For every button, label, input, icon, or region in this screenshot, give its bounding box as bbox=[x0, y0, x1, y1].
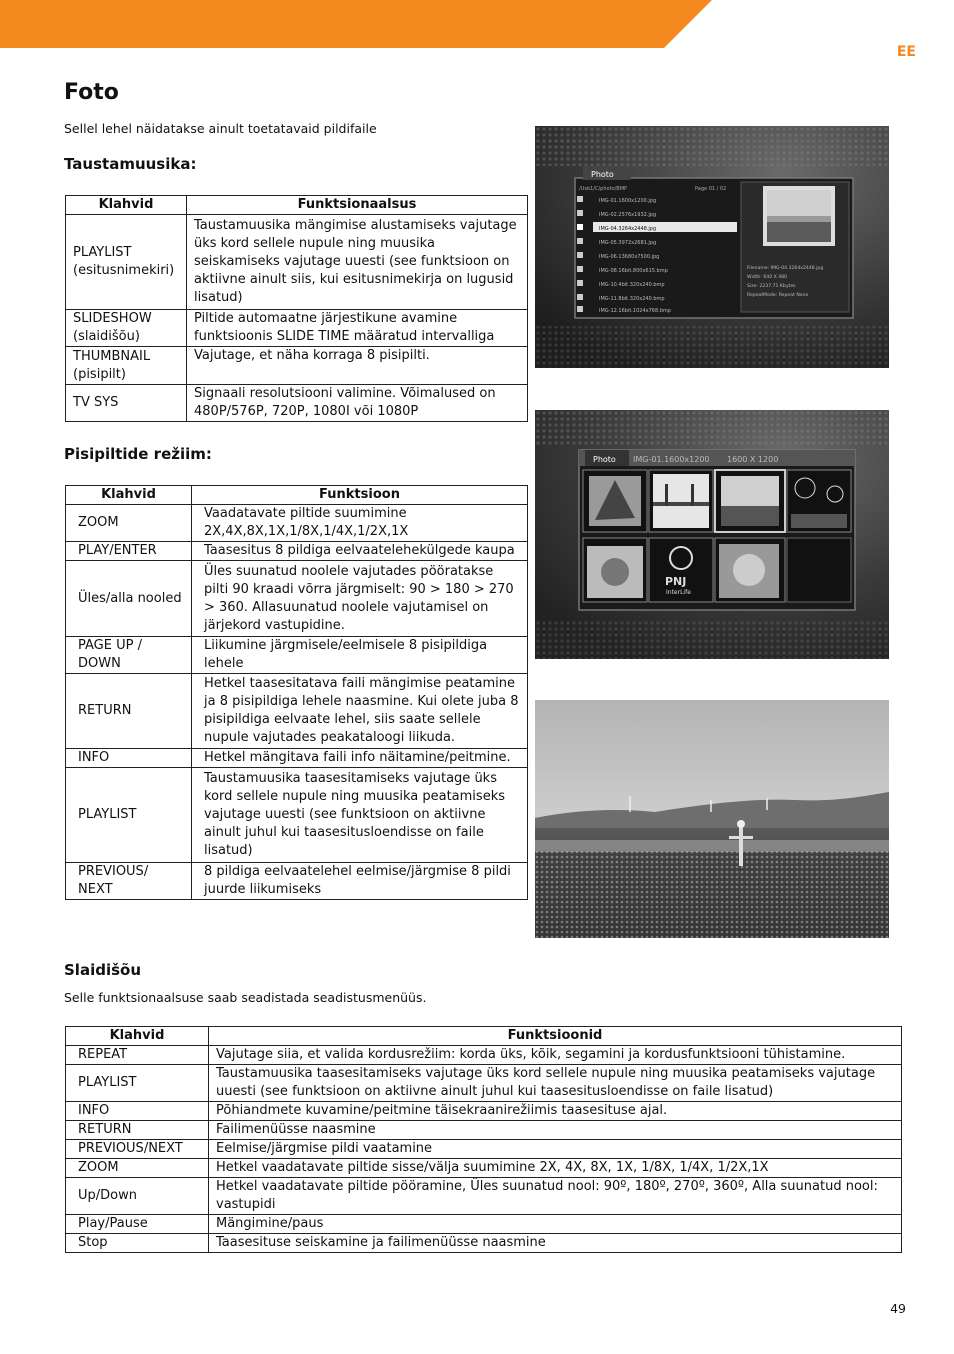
table-row bbox=[66, 1215, 902, 1234]
thumbnail[interactable] bbox=[583, 470, 647, 532]
description-cell: Vaadatavate piltide suumimine 2X,4X,8X,1X,1/8X,1/4X,1/2X,1X bbox=[192, 505, 528, 542]
key-cell: PLAYLIST bbox=[66, 1065, 209, 1102]
svg-text:IMG-06.13680x7500.jpg: IMG-06.13680x7500.jpg bbox=[599, 254, 660, 260]
table-row bbox=[66, 637, 528, 674]
description-cell: Taasesitus 8 pildiga eelvaatelehekülgede kaupa bbox=[192, 542, 528, 561]
svg-text:IMG-12.16bit.1024x768.bmp: IMG-12.16bit.1024x768.bmp bbox=[599, 308, 671, 314]
key-cell: INFO bbox=[66, 749, 192, 768]
description-cell: Hetkel vaadatavate piltide pööramine, Üles suunatud nool: 90º, 180º, 270º, 360º, Alla suunatud nool: vastupidi bbox=[209, 1178, 902, 1215]
key-cell: PLAYLIST (esitusnimekiri) bbox=[66, 215, 187, 310]
description-cell: Vajutage siia, et valida kordusrežiim: korda üks, kõik, segamini ja kordusfunktsiooni tühistamine. bbox=[209, 1046, 902, 1065]
table-slideshow bbox=[65, 1026, 902, 1253]
svg-text:IMG-04.3264x2448.jpg: IMG-04.3264x2448.jpg bbox=[599, 226, 657, 232]
table-row bbox=[66, 561, 528, 637]
info-width: Width: 640 X 480 bbox=[747, 275, 787, 280]
description-cell: Failimenüüsse naasmine bbox=[209, 1121, 902, 1140]
table-row bbox=[66, 347, 528, 385]
description-cell: Üles suunatud noolele vajutades pööratakse pilti 90 kraadi võrra järgmiselt: 90 > 180 > 270 > 360. Allasuunatud noolele vajutamisel on järjekord vastupidine. bbox=[192, 561, 528, 637]
key-cell: Üles/alla nooled bbox=[66, 561, 192, 637]
description-cell: Taustamuusika taasesitamiseks vajutage üks kord sellele nupule ning muusika peatamiseks vajutage uuesti (see funktsioon on aktiivne ainult juhul kui taasesitusloendisse on faile lisatud) bbox=[209, 1065, 902, 1102]
thumbnail-selected[interactable] bbox=[715, 470, 785, 532]
description-cell: Hetkel taasesitatava faili mängimise peatamine ja 8 pisipildiga lehele naasmine. Kui olete juba 8 pisipildiga eelvaate lehel, siis saate sellele nupule vajutades peakataloogi liikuda. bbox=[192, 674, 528, 749]
table-row bbox=[66, 1234, 902, 1253]
key-cell: TV SYS bbox=[66, 385, 187, 422]
column-header-function: Funktsionaalsus bbox=[187, 196, 528, 215]
info-filename: Filename: IMG-04.3264x2448.jpg bbox=[747, 266, 824, 271]
description-cell: Signaali resolutsiooni valimine. Võimalused on 480P/576P, 720P, 1080I või 1080P bbox=[187, 385, 528, 422]
key-cell: ZOOM bbox=[66, 1159, 209, 1178]
key-cell: PREVIOUS/ NEXT bbox=[66, 863, 192, 900]
page-title: Foto bbox=[64, 80, 119, 105]
svg-text:IMG-10.4bit.320x240.bmp: IMG-10.4bit.320x240.bmp bbox=[599, 282, 665, 288]
key-cell: PREVIOUS/NEXT bbox=[66, 1140, 209, 1159]
key-cell: PAGE UP / DOWN bbox=[66, 637, 192, 674]
table-row bbox=[66, 505, 528, 542]
svg-text:IMG-02.2576x1932.jpg: IMG-02.2576x1932.jpg bbox=[599, 212, 657, 218]
header-accent-bar bbox=[0, 0, 954, 48]
page-indicator: Page 01 / 02 bbox=[695, 186, 727, 192]
table-row bbox=[66, 749, 528, 768]
key-cell: RETURN bbox=[66, 674, 192, 749]
key-cell: PLAYLIST bbox=[66, 768, 192, 863]
key-cell: PLAY/ENTER bbox=[66, 542, 192, 561]
preview-thumbnail bbox=[763, 186, 835, 246]
column-header-function: Funktsioonid bbox=[209, 1027, 902, 1046]
table-row bbox=[66, 768, 528, 863]
thumbnail[interactable] bbox=[715, 538, 785, 602]
table-background-music bbox=[65, 195, 528, 422]
table-row bbox=[66, 1102, 902, 1121]
description-cell: Mängimine/paus bbox=[209, 1215, 902, 1234]
svg-text:IMG-05.3972x2681.jpg: IMG-05.3972x2681.jpg bbox=[599, 240, 657, 246]
thumbnail[interactable] bbox=[787, 470, 851, 532]
photo-grass bbox=[535, 850, 889, 938]
description-cell: Taasesituse seiskamine ja failimenüüsse naasmine bbox=[209, 1234, 902, 1253]
column-header-function: Funktsioon bbox=[192, 486, 528, 505]
list-item-selected[interactable] bbox=[577, 222, 737, 232]
table-row bbox=[66, 310, 528, 347]
current-filename: IMG-01.1600x1200 bbox=[633, 455, 710, 464]
description-cell: Liikumine järgmisele/eelmisele 8 pisipildiga lehele bbox=[192, 637, 528, 674]
description-cell: Taustamuusika taasesitamiseks vajutage üks kord sellele nupule ning muusika peatamiseks vajutage uuesti (see funktsioon on aktiivne ainult juhul kui taasesitusloendisse on faile lisatud) bbox=[192, 768, 528, 863]
info-repeat-mode: RepeatMode: Repeat None bbox=[747, 293, 809, 298]
table-row bbox=[66, 542, 528, 561]
description-cell: 8 pildiga eelvaatelehel eelmise/järgmise 8 pildi juurde liikumiseks bbox=[192, 863, 528, 900]
page-intro: Sellel lehel näidatakse ainult toetatavaid pildifaile bbox=[64, 121, 377, 136]
svg-text:IMG-08.16bit.800x615.bmp: IMG-08.16bit.800x615.bmp bbox=[599, 268, 668, 274]
current-resolution: 1600 X 1200 bbox=[727, 455, 779, 464]
description-cell: Vajutage, et näha korraga 8 pisipilti. bbox=[187, 347, 528, 385]
table-row bbox=[66, 215, 528, 310]
thumbnail-empty bbox=[787, 538, 851, 602]
svg-text:IMG-11.8bit.320x240.bmp: IMG-11.8bit.320x240.bmp bbox=[599, 296, 665, 302]
description-cell: Hetkel vaadatavate piltide sisse/välja suumimine 2X, 4X, 8X, 1X, 1/8X, 1/4X, 1/2X,1X bbox=[209, 1159, 902, 1178]
screenshot-file-browser bbox=[535, 126, 889, 368]
screenshot-thumbnail-grid bbox=[535, 410, 889, 659]
logo-text: InterLife bbox=[666, 589, 691, 596]
section-heading-slideshow: Slaidišõu bbox=[64, 961, 141, 979]
table-header-row bbox=[66, 486, 528, 505]
svg-text:PNJ: PNJ bbox=[665, 575, 687, 588]
description-cell: Piltide automaatne järjestikune avamine funktsioonis SLIDE TIME määratud intervalliga bbox=[187, 310, 528, 347]
table-row bbox=[66, 674, 528, 749]
table-row bbox=[66, 1159, 902, 1178]
key-cell: RETURN bbox=[66, 1121, 209, 1140]
section-heading-background-music: Taustamuusika: bbox=[64, 155, 197, 173]
table-row bbox=[66, 385, 528, 422]
table-row bbox=[66, 1178, 902, 1215]
thumbnail[interactable] bbox=[583, 538, 647, 602]
key-cell: THUMBNAIL (pisipilt) bbox=[66, 347, 187, 385]
column-header-keys: Klahvid bbox=[66, 486, 192, 505]
screenshot-full-photo bbox=[535, 700, 889, 938]
table-row bbox=[66, 1140, 902, 1159]
info-size: Size: 2237.71 Kbytes bbox=[747, 284, 796, 289]
thumbnail[interactable] bbox=[649, 470, 713, 532]
table-row bbox=[66, 1065, 902, 1102]
table-header-row bbox=[66, 196, 528, 215]
table-row bbox=[66, 863, 528, 900]
header-accent-shape bbox=[0, 0, 954, 48]
column-header-keys: Klahvid bbox=[66, 1027, 209, 1046]
table-thumbnail-mode bbox=[65, 485, 528, 900]
section-heading-thumbnail-mode: Pisipiltide režiim: bbox=[64, 445, 212, 463]
table-row bbox=[66, 1046, 902, 1065]
column-header-keys: Klahvid bbox=[66, 196, 187, 215]
table-header-row bbox=[66, 1027, 902, 1046]
thumbnail[interactable] bbox=[649, 538, 713, 602]
key-cell: Up/Down bbox=[66, 1178, 209, 1215]
description-cell: Taustamuusika mängimise alustamiseks vajutage üks kord sellele nupule ning muusika seiskamiseks vajutage uuesti (see funktsioon on aktiivne ainult siis, kui esitusnimekirja on lugusid lisatud) bbox=[187, 215, 528, 310]
slideshow-intro: Selle funktsionaalsuse saab seadistada seadistusmenüüs. bbox=[64, 990, 427, 1005]
table-row bbox=[66, 1121, 902, 1140]
window-title: Photo bbox=[593, 455, 616, 464]
key-cell: Play/Pause bbox=[66, 1215, 209, 1234]
key-cell: ZOOM bbox=[66, 505, 192, 542]
svg-text:IMG-01.1600x1200.jpg: IMG-01.1600x1200.jpg bbox=[599, 198, 657, 204]
description-cell: Põhiandmete kuvamine/peitmine täisekraanirežiimis taasesituse ajal. bbox=[209, 1102, 902, 1121]
key-cell: Stop bbox=[66, 1234, 209, 1253]
key-cell: INFO bbox=[66, 1102, 209, 1121]
window-title: Photo bbox=[591, 170, 614, 179]
page-number: 49 bbox=[890, 1301, 906, 1316]
description-cell: Hetkel mängitava faili info näitamine/peitmine. bbox=[192, 749, 528, 768]
key-cell: SLIDESHOW (slaidišõu) bbox=[66, 310, 187, 347]
language-code: EE bbox=[896, 44, 916, 60]
description-cell: Eelmise/järgmise pildi vaatamine bbox=[209, 1140, 902, 1159]
folder-path: /Usb1/C/photo/BMP bbox=[579, 186, 628, 192]
key-cell: REPEAT bbox=[66, 1046, 209, 1065]
